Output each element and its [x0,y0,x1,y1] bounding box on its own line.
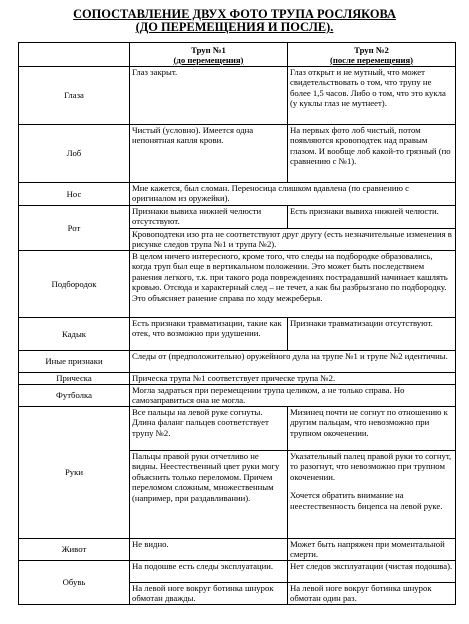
cell-corpse-2: Глаз открыт и не мутный, что может свидетельствовать о том, что трупу не более 1,5 часов. Либо о том, что это кукла (у куклы глаз не мутнеет). [288,67,456,125]
row-label: Обувь [19,561,130,605]
table-row-belly [19,539,456,561]
cell-corpse-2: Нет следов эксплуатации (чистая подошва). [288,561,456,583]
table-row-mouth [19,206,456,229]
table-row-hair [19,373,456,385]
cell-corpse-1: На подошве есть следы эксплуатации. [130,561,288,583]
cell-corpse-1: Пальцы правой руки отчетливо не видны. Неестественный цвет руки могу объяснить только переломом. Причем переломом сложным, множественным (например, при раздавливании). [130,451,288,539]
header-corpse-2-title: Труп №2 [354,44,389,55]
row-label: Иные признаки [19,351,130,373]
cell-corpse-1: Признаки вывиха нижней челюсти отсутствуют. [130,206,288,229]
header-corpse-2-subtitle: (после перемещения) [329,54,414,65]
row-label: Рот [19,206,130,251]
table-row-hands [19,407,456,451]
row-label: Подбородок [19,251,130,318]
row-label: Лоб [19,125,130,183]
comparison-table [18,42,456,605]
paragraph-gap [290,482,453,490]
cell-corpse-2 [288,451,456,539]
cell-shared: Следы от (предположительно) оружейного дула на трупе №1 и трупе №2 идентичны. [130,351,456,373]
cell-corpse-1: Все пальцы на левой руке согнуты. Длина фаланг пальцев соответствует трупу №2. [130,407,288,451]
cell-shared: Могла задраться при перемещении трупа целиком, а не только справа. Но самозаправиться она не могла. [130,385,456,407]
cell-shared: Кровоподтеки изо рта не соответствуют друг другу (есть незначительные изменения в рисунке следов трупа №1 и трупа №2). [130,229,456,251]
header-corpse-1-title: Труп №1 [191,44,226,55]
row-label: Кадык [19,318,130,351]
row-label: Футболка [19,385,130,407]
table-row-shoes [19,561,456,583]
cell-corpse-1: На левой ноге вокруг ботинка шнурок обмотан дважды. [130,583,288,605]
cell-corpse-1: Не видно. [130,539,288,561]
table-row-nose [19,183,456,206]
table-row-shirt [19,385,456,407]
header-corpse-1 [130,43,288,67]
cell-corpse-2: Может быть напряжен при моментальной смерти. [288,539,456,561]
table-row-eyes [19,67,456,125]
cell-shared: В целом ничего интересного, кроме того, что следы на подбородке образовались, когда труп был еще в вертикальном положении. Это может быть последствием ранения легкого, т.к. при такого рода повреждениях пострадавший начинает кашлять кровью. Отсюда и характерный след – не течет, а как бы разбрызгано по подбородку. Это объясняет ранение справа по ходу межреберья. [130,251,456,318]
row-label: Нос [19,183,130,206]
cell-corpse-1: Глаз закрыт. [130,67,288,125]
document-subtitle: (ДО ПЕРЕМЕЩЕНИЯ И ПОСЛЕ). [135,20,334,34]
cell-text: Хочется обратить внимание на неестественность бицепса на левой руке. [290,490,443,511]
cell-shared: Прическа трупа №1 соответствует прическе трупа №2. [130,373,456,385]
header-corpse-2 [288,43,456,67]
cell-corpse-2: Есть признаки вывиха нижней челюсти. [288,206,456,229]
header-corpse-1-subtitle: (до перемещения) [173,54,244,65]
table-row-adam [19,318,456,351]
document-title: СОПОСТАВЛЕНИЕ ДВУХ ФОТО ТРУПА РОСЛЯКОВА [73,7,396,21]
cell-corpse-1: Есть признаки травматизации, такие как отек, что возможно при удушении. [130,318,288,351]
cell-text: Указательный палец правой руки то согнут, то разогнут, что невозможно при трупном окоченении. [290,451,452,482]
row-label: Живот [19,539,130,561]
cell-corpse-2: Мизинец почти не согнут по отношению к другим пальцам, что невозможно при трупном окоченении. [288,407,456,451]
cell-corpse-1: Чистый (условно). Имеется одна непонятная капля крови. [130,125,288,183]
row-label: Глаза [19,67,130,125]
row-label: Прическа [19,373,130,385]
header-empty-cell [19,43,130,67]
table-row-chin [19,251,456,318]
row-label: Руки [19,407,130,539]
table-row-forehead [19,125,456,183]
table-header-row [19,43,456,67]
cell-corpse-2: Признаки травматизации отсутствуют. [288,318,456,351]
cell-shared: Мне кажется, был сломан. Переносица слишком вдавлена (по сравнению с оригиналом из оружейки). [130,183,456,206]
cell-corpse-2: На первых фото лоб чистый, потом появляются кровоподтек над правым глазом. И вообще лоб какой-то грязный (по сравнению с №1). [288,125,456,183]
cell-corpse-2: На левой ноге вокруг ботинка шнурок обмотан один раз. [288,583,456,605]
table-row-other [19,351,456,373]
